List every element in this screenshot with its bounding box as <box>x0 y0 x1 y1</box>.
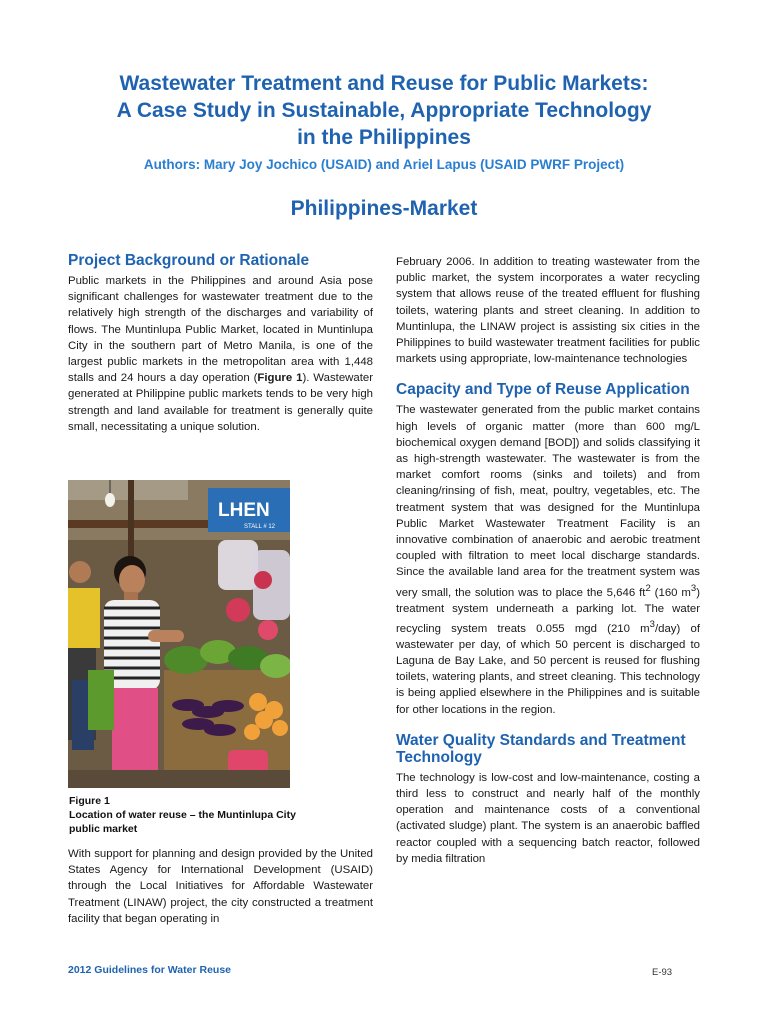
water-quality-section <box>396 732 700 867</box>
background-text-b: ). Wastewater generated at Philippine public markets tends to be very high strength and land available for treatment is generally quite small, necessitating a unique solution. <box>68 372 374 433</box>
stall-sign-text: LHEN <box>218 500 270 521</box>
background-text-a: Public markets in the Philippines and around Asia pose significant challenges for wastewater treatment due to the relatively high strength of the discharges and variability of flows. The Muntinlupa Public Market, located in Muntinlupa City in the southern part of Metro Manila, is one of the largest public markets in the metropolitan area with 1,448 stalls and 24 hours a day operation ( <box>68 275 373 385</box>
footer-page-number: E-93 <box>652 967 673 978</box>
capacity-text-a: The wastewater generated from the public market contains high levels of organic matter (more than 600 mg/L biochemical oxygen demand [BOD]) and solids classifying it as high-strength wastewater. The wastewater is from the market comfort rooms (sinks and toilets) and from cleaning/rinsing of fish, meat, poultry, vegetables, etc. The treatment system that was designed for the Muntinlupa Public Market Wastewater Treatment Facility is an innovative combination of anaerobic and aerobic treatment coupled with filtration to meet local discharge standards. Since the available land area for the treatment system was very small, the solution was to place the 5,646 ft <box>396 404 700 599</box>
title-line-3: in the Philippines <box>297 126 471 149</box>
footer-publication: 2012 Guidelines for Water Reuse <box>68 964 232 976</box>
section-heading-water-quality: Water Quality Standards and Treatment Technology <box>396 731 686 766</box>
figure-caption-label: Figure 1 <box>69 795 110 807</box>
left-column-bottom <box>68 846 373 927</box>
capacity-text-d: /day) of wastewater per day, of which 50 percent is discharged to Laguna de Bay Lake, and 50 percent is reused for flushing toilets, watering plants, and street cleaning. This technology is being applied elsewhere in the Philippines and is suitable for other locations in the region. <box>396 622 700 716</box>
left-column <box>68 252 373 435</box>
location-heading: Philippines-Market <box>290 197 478 220</box>
capacity-section <box>396 381 700 717</box>
background-paragraph-1 <box>68 273 373 435</box>
background-paragraph-2: With support for planning and design provided by the United States Agency for International Development (USAID) through the Local Initiatives for Affordable Wastewater Treatment (LINAW) project, the city constructed a treatment facility that began operating in <box>68 848 373 925</box>
figure-reference: Figure 1 <box>257 372 303 385</box>
document-title <box>40 70 728 151</box>
section-heading-background: Project Background or Rationale <box>68 252 310 269</box>
stall-sign-small: STALL # 12 <box>244 524 276 530</box>
title-line-2: A Case Study in Sustainable, Appropriate Technology <box>116 99 652 122</box>
superscript-2: 2 <box>645 582 651 594</box>
capacity-text-b: (160 m <box>650 586 691 599</box>
right-column <box>396 254 700 867</box>
market-photo <box>68 480 290 788</box>
water-quality-paragraph: The technology is low-cost and low-maintenance, costing a third less to construct and nearly half of the monthly operation and maintenance costs of a conventional (activated sludge) plant. The system is an anaerobic baffled reactor coupled with a sequencing batch reactor, followed by media filtration <box>396 771 700 865</box>
superscript-3: 3 <box>690 582 697 594</box>
section-heading-capacity: Capacity and Type of Reuse Application <box>396 381 690 399</box>
superscript-3b: 3 <box>649 618 655 630</box>
background-paragraph-3: February 2006. In addition to treating wastewater from the public market, the system incorporates a water recycling system that allows reuse of the treated effluent for flushing toilets, watering plants and street cleaning. In addition to Muntinlupa, the LINAW project is assisting six cities in the Philippines to build wastewater treatment facilities for public markets using appropriate, low-maintenance technologies <box>396 256 700 366</box>
figure-caption-text: Location of water reuse – the Muntinlupa City public market <box>69 809 296 835</box>
authors-line: Authors: Mary Joy Jochico (USAID) and Ariel Lapus (USAID PWRF Project) <box>143 157 625 172</box>
capacity-text-c: ) treatment system underneath a parking lot. The water recycling system treats 0.055 mgd (210 m <box>396 586 701 635</box>
title-line-1: Wastewater Treatment and Reuse for Public Markets: <box>119 72 649 95</box>
figure-caption <box>69 794 309 836</box>
capacity-paragraph <box>396 402 700 717</box>
